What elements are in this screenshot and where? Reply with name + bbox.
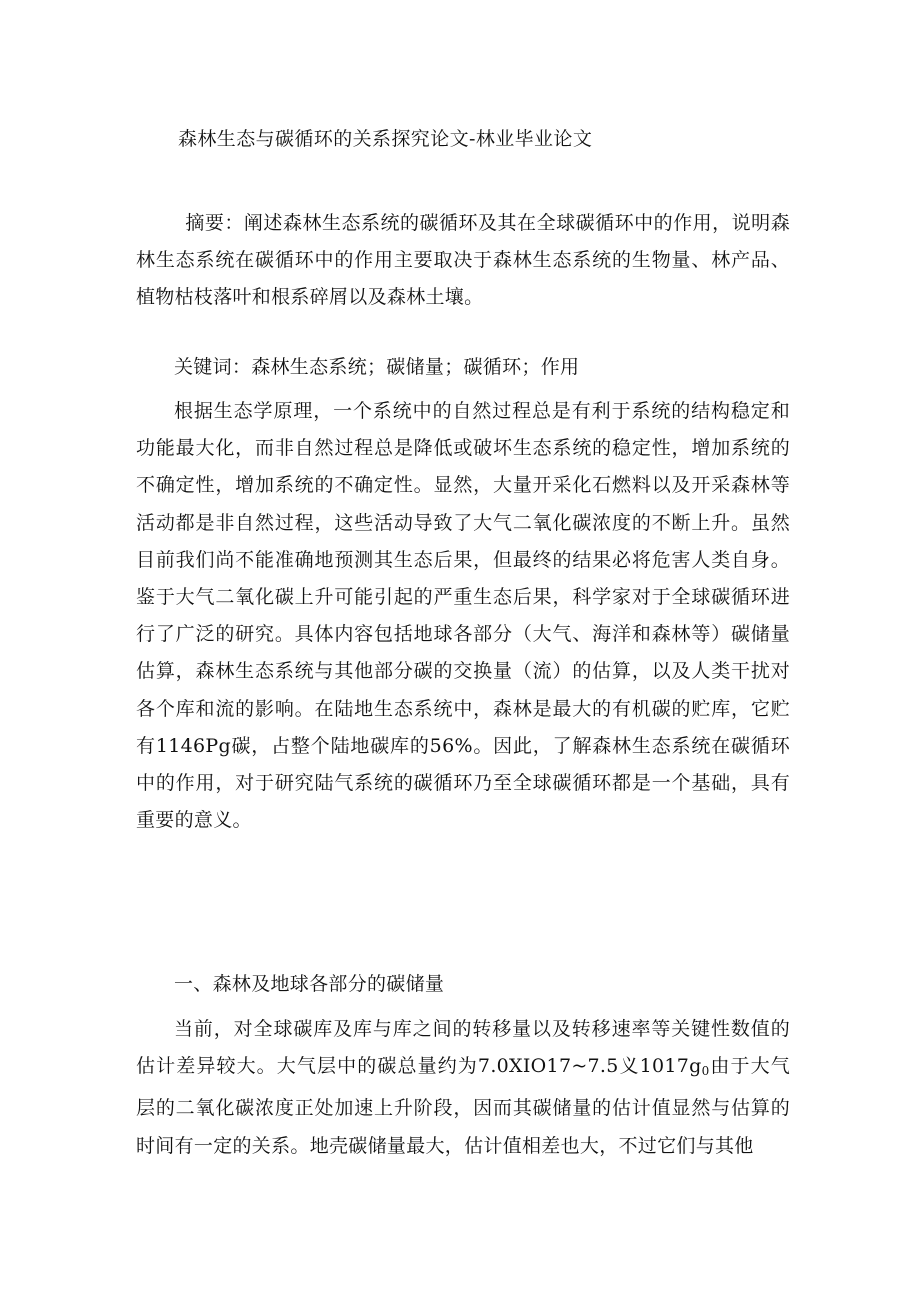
keywords-paragraph: 关键词：森林生态系统；碳储量；碳循环；作用 [174, 356, 580, 378]
intro-paragraph: 根据生态学原理，一个系统中的自然过程总是有利于系统的结构稳定和功能最大化，而非自然过程总是降低或破坏生态系统的稳定性，增加系统的不确定性，增加系统的不确定性。显然，大量开采化石燃料以及开采森林等活动都是非自然过程，这些活动导致了大气二氧化碳浓度的不断上升。虽然目前我们尚不能准确地预测其生态后果，但最终的结果必将危害人类自身。鉴于大气二氧化碳上升可能引起的严重生态后果，科学家对于全球碳循环进行了广泛的研究。具体内容包括地球各部分（大气、海洋和森林等）碳储量估算，森林生态系统与其他部分碳的交换量（流）的估算，以及人类干扰对各个库和流的影响。在陆地生态系统中，森林是最大的有机碳的贮库，它贮有1146Pg碳，占整个陆地碳库的56%。因此，了解森林生态系统在碳循环中的作用，对于研究陆气系统的碳循环乃至全球碳循环都是一个基础，具有重要的意义。 [136, 400, 790, 832]
section-heading: 一、森林及地球各部分的碳储量 [174, 973, 445, 995]
current-text-part1: 当前，对全球碳库及库与库之间的转移量以及转移速率等关键性数值的估计差异较大。大气层中的碳总量约为7.0XIO17~7.5义1017g [136, 1018, 790, 1078]
current-estimates-paragraph [136, 1011, 790, 1165]
abstract-paragraph: 摘要：阐述森林生态系统的碳循环及其在全球碳循环中的作用，说明森林生态系统在碳循环中的作用主要取决于森林生态系统的生物量、林产品、植物枯枝落叶和根系碎屑以及森林土壤。 [136, 212, 790, 309]
subscript-zero: 0 [701, 1064, 710, 1079]
current-text-part2: 由于大气层的二氧化碳浓度正处加速上升阶段，因而其碳储量的估计值显然与估算的时间有一定的关系。地壳碳储量最大，估计值相差也大，不过它们与其他 [136, 1055, 790, 1157]
document-title: 森林生态与碳循环的关系探究论文-林业毕业论文 [178, 128, 593, 150]
